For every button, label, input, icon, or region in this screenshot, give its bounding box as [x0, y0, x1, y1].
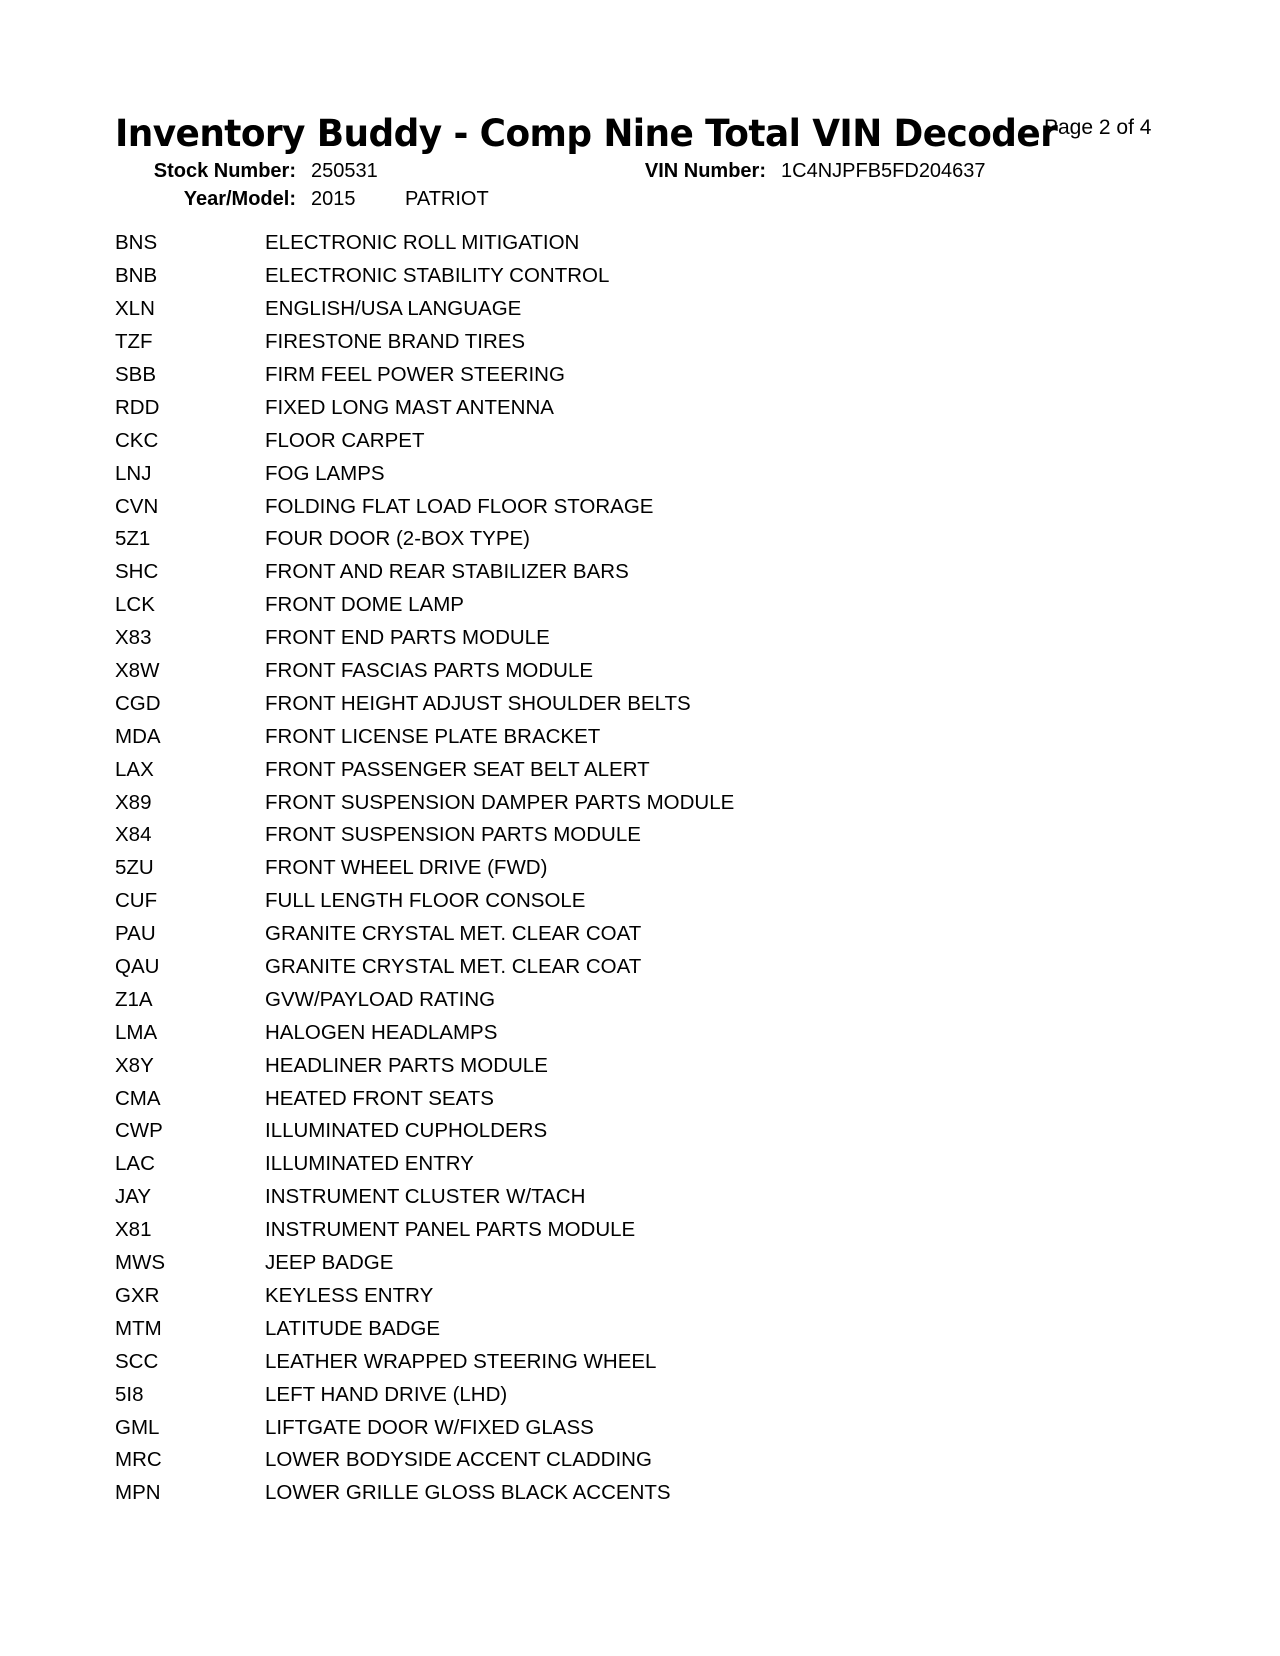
option-row — [115, 918, 1015, 951]
option-row — [115, 391, 1015, 424]
option-description: FIXED LONG MAST ANTENNA — [265, 395, 554, 419]
option-description: LATITUDE BADGE — [265, 1316, 441, 1340]
option-row — [115, 1444, 1015, 1477]
option-code: XLN — [115, 297, 155, 321]
vin-number-value: 1C4NJPFB5FD204637 — [781, 160, 986, 182]
option-row — [115, 326, 1015, 359]
year-model-label: Year/Model: — [183, 188, 296, 210]
option-description: LEFT HAND DRIVE (LHD) — [265, 1382, 508, 1406]
option-code: MRC — [115, 1448, 162, 1472]
option-row — [115, 1082, 1015, 1115]
option-description: LOWER GRILLE GLOSS BLACK ACCENTS — [265, 1481, 671, 1505]
option-description: JEEP BADGE — [265, 1251, 394, 1275]
option-code: MPN — [115, 1481, 161, 1505]
option-row — [115, 589, 1015, 622]
option-description: HEATED FRONT SEATS — [265, 1086, 494, 1110]
option-row — [115, 1411, 1015, 1444]
option-code: CWP — [115, 1119, 163, 1143]
option-row — [115, 1049, 1015, 1082]
option-description: HALOGEN HEADLAMPS — [265, 1020, 498, 1044]
option-code: MWS — [115, 1251, 166, 1275]
option-row — [115, 753, 1015, 786]
option-description: FRONT HEIGHT ADJUST SHOULDER BELTS — [265, 691, 691, 715]
option-code: X89 — [115, 790, 152, 814]
option-code: MTM — [115, 1316, 162, 1340]
option-code: CGD — [115, 691, 161, 715]
option-description: FRONT FASCIAS PARTS MODULE — [265, 659, 594, 683]
option-code: SCC — [115, 1349, 159, 1373]
option-description: FRONT AND REAR STABILIZER BARS — [265, 560, 629, 584]
option-row — [115, 1280, 1015, 1313]
option-code: TZF — [115, 330, 153, 354]
option-description: FRONT PASSENGER SEAT BELT ALERT — [265, 757, 650, 781]
option-description: FULL LENGTH FLOOR CONSOLE — [265, 889, 586, 913]
option-code: X8W — [115, 659, 160, 683]
option-description: FLOOR CARPET — [265, 428, 425, 452]
option-code: Z1A — [115, 987, 153, 1011]
option-code: SBB — [115, 363, 157, 386]
option-description: FOUR DOOR (2-BOX TYPE) — [265, 527, 531, 551]
stock-number-label: Stock Number: — [153, 160, 296, 182]
year-value: 2015 — [311, 188, 356, 210]
option-code: SHC — [115, 560, 159, 584]
option-code: QAU — [115, 955, 160, 979]
option-description: ENGLISH/USA LANGUAGE — [265, 297, 522, 321]
option-description: HEADLINER PARTS MODULE — [265, 1053, 548, 1077]
option-code: GXR — [115, 1283, 160, 1307]
option-code: BNS — [115, 231, 158, 255]
option-code: X84 — [115, 823, 152, 847]
option-description: LOWER BODYSIDE ACCENT CLADDING — [265, 1448, 652, 1472]
option-row — [115, 852, 1015, 885]
model-value: PATRIOT — [405, 188, 489, 210]
option-row — [115, 1214, 1015, 1247]
option-row — [115, 951, 1015, 984]
option-row — [115, 720, 1015, 753]
option-description: FRONT WHEEL DRIVE (FWD) — [265, 856, 548, 880]
option-row — [115, 1345, 1015, 1378]
option-description: FRONT END PARTS MODULE — [265, 626, 550, 650]
option-code: 5ZU — [115, 856, 154, 880]
option-code: X81 — [115, 1218, 152, 1242]
option-row — [115, 1148, 1015, 1181]
option-row — [115, 1312, 1015, 1345]
option-code: LAC — [115, 1152, 155, 1176]
option-description: FOLDING FLAT LOAD FLOOR STORAGE — [265, 494, 654, 518]
option-code: CMA — [115, 1086, 161, 1110]
option-description: FRONT SUSPENSION DAMPER PARTS MODULE — [265, 790, 735, 814]
option-code: MDA — [115, 724, 161, 748]
option-row — [115, 687, 1015, 720]
option-description: ILLUMINATED CUPHOLDERS — [265, 1119, 548, 1143]
stock-number-value: 250531 — [311, 160, 378, 182]
option-description: FRONT DOME LAMP — [265, 593, 464, 617]
option-description: INSTRUMENT PANEL PARTS MODULE — [265, 1218, 636, 1242]
option-row — [115, 1247, 1015, 1280]
option-description: GRANITE CRYSTAL MET. CLEAR COAT — [265, 922, 642, 946]
option-row — [115, 655, 1015, 688]
option-row — [115, 1378, 1015, 1411]
option-code: CKC — [115, 428, 159, 452]
option-description: FRONT LICENSE PLATE BRACKET — [265, 724, 601, 748]
option-code: GML — [115, 1415, 160, 1439]
option-code: 5I8 — [115, 1382, 144, 1406]
option-description: ELECTRONIC STABILITY CONTROL — [265, 264, 610, 288]
option-row — [115, 1016, 1015, 1049]
option-row — [115, 260, 1015, 293]
option-row — [115, 523, 1015, 556]
option-description: FOG LAMPS — [265, 461, 385, 485]
option-code: LMA — [115, 1020, 158, 1044]
option-row — [115, 359, 1015, 392]
option-code: PAU — [115, 922, 156, 946]
option-code: BNB — [115, 264, 158, 288]
option-row — [115, 1477, 1015, 1510]
option-code: LNJ — [115, 461, 152, 485]
option-row — [115, 786, 1015, 819]
option-code: X83 — [115, 626, 152, 650]
option-description: GRANITE CRYSTAL MET. CLEAR COAT — [265, 955, 642, 979]
option-description: GVW/PAYLOAD RATING — [265, 987, 496, 1011]
option-row — [115, 227, 1015, 260]
option-description: FIRESTONE BRAND TIRES — [265, 330, 526, 354]
option-row — [115, 1115, 1015, 1148]
option-description: LIFTGATE DOOR W/FIXED GLASS — [265, 1415, 594, 1439]
option-code: CVN — [115, 494, 159, 518]
option-description: ILLUMINATED ENTRY — [265, 1152, 474, 1176]
option-row — [115, 556, 1015, 589]
option-description: FRONT SUSPENSION PARTS MODULE — [265, 823, 641, 847]
option-code: 5Z1 — [115, 527, 151, 551]
option-code: X8Y — [115, 1053, 154, 1077]
option-code: LAX — [115, 757, 154, 781]
options-list — [115, 227, 1015, 1510]
option-description: KEYLESS ENTRY — [265, 1283, 434, 1307]
option-description: INSTRUMENT CLUSTER W/TACH — [265, 1185, 586, 1209]
option-row — [115, 622, 1015, 655]
option-code: CUF — [115, 889, 158, 913]
option-row — [115, 424, 1015, 457]
option-row — [115, 885, 1015, 918]
option-code: JAY — [115, 1185, 152, 1209]
option-description: ELECTRONIC ROLL MITIGATION — [265, 231, 580, 255]
option-code: LCK — [115, 593, 155, 617]
page-title: Inventory Buddy - Comp Nine Total VIN Decoder — [115, 112, 1058, 155]
option-description: LEATHER WRAPPED STEERING WHEEL — [265, 1349, 657, 1373]
option-code: RDD — [115, 395, 160, 419]
option-row — [115, 457, 1015, 490]
vin-number-label: VIN Number: — [644, 160, 766, 182]
option-row — [115, 819, 1015, 852]
option-row — [115, 983, 1015, 1016]
page-number: Page 2 of 4 — [1044, 116, 1152, 139]
option-row — [115, 490, 1015, 523]
option-row — [115, 1181, 1015, 1214]
option-row — [115, 293, 1015, 326]
option-description: FIRM FEEL POWER STEERING — [265, 363, 565, 386]
